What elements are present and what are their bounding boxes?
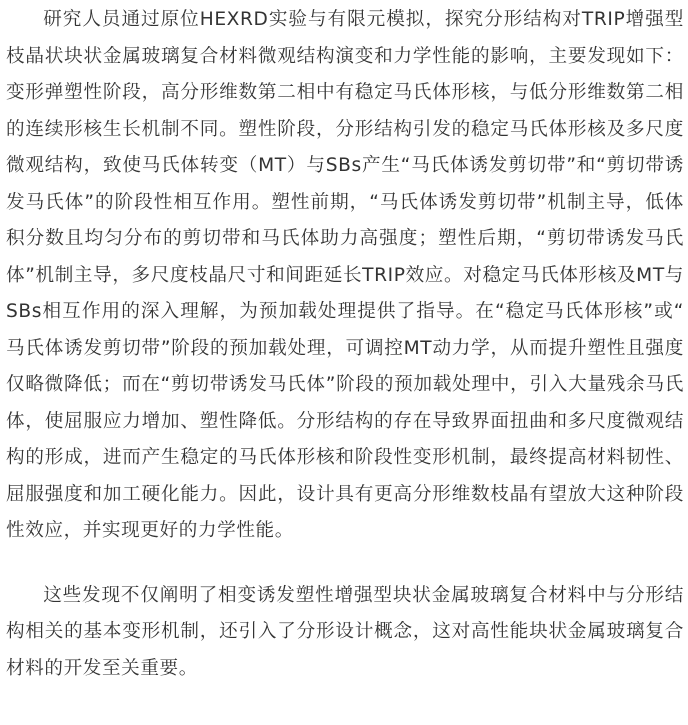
findings-paragraph: 研究人员通过原位HEXRD实验与有限元模拟，探究分形结构对TRIP增强型枝晶状块状金属玻璃复合材料微观结构演变和力学性能的影响，主要发现如下：变形弹塑性阶段，高分形维数第二相中有稳定马氏体形核，与低分形维数第二相的连续形核生长机制不同。塑性阶段，分形结构引发的稳定马氏体形核及多尺度微观结构，致使马氏体转变（MT）与SBs产生“马氏体诱发剪切带”和“剪切带诱发马氏体”的阶段性相互作用。塑性前期，“马氏体诱发剪切带”机制主导，低体积分数且均匀分布的剪切带和马氏体助力高强度；塑性后期，“剪切带诱发马氏体”机制主导，多尺度枝晶尺寸和间距延长TRIP效应。对稳定马氏体形核及MT与SBs相互作用的深入理解，为预加载处理提供了指导。在“稳定马氏体形核”或“马氏体诱发剪切带”阶段的预加载处理，可调控MT动力学，从而提升塑性且强度仅略微降低；而在“剪切带诱发马氏体”阶段的预加载处理中，引入大量残余马氏体，使屈服应力增加、塑性降低。分形结构的存在导致界面扭曲和多尺度微观结构的形成，进而产生稳定的马氏体形核和阶段性变形机制，最终提高材料韧性、屈服强度和加工硬化能力。因此，设计具有更高分形维数枝晶有望放大这种阶段性效应，并实现更好的力学性能。 <box>6 9 684 541</box>
conclusion-paragraph: 这些发现不仅阐明了相变诱发塑性增强型块状金属玻璃复合材料中与分形结构相关的基本变形机制，还引入了分形设计概念，这对高性能块状金属玻璃复合材料的开发至关重要。 <box>6 584 684 679</box>
